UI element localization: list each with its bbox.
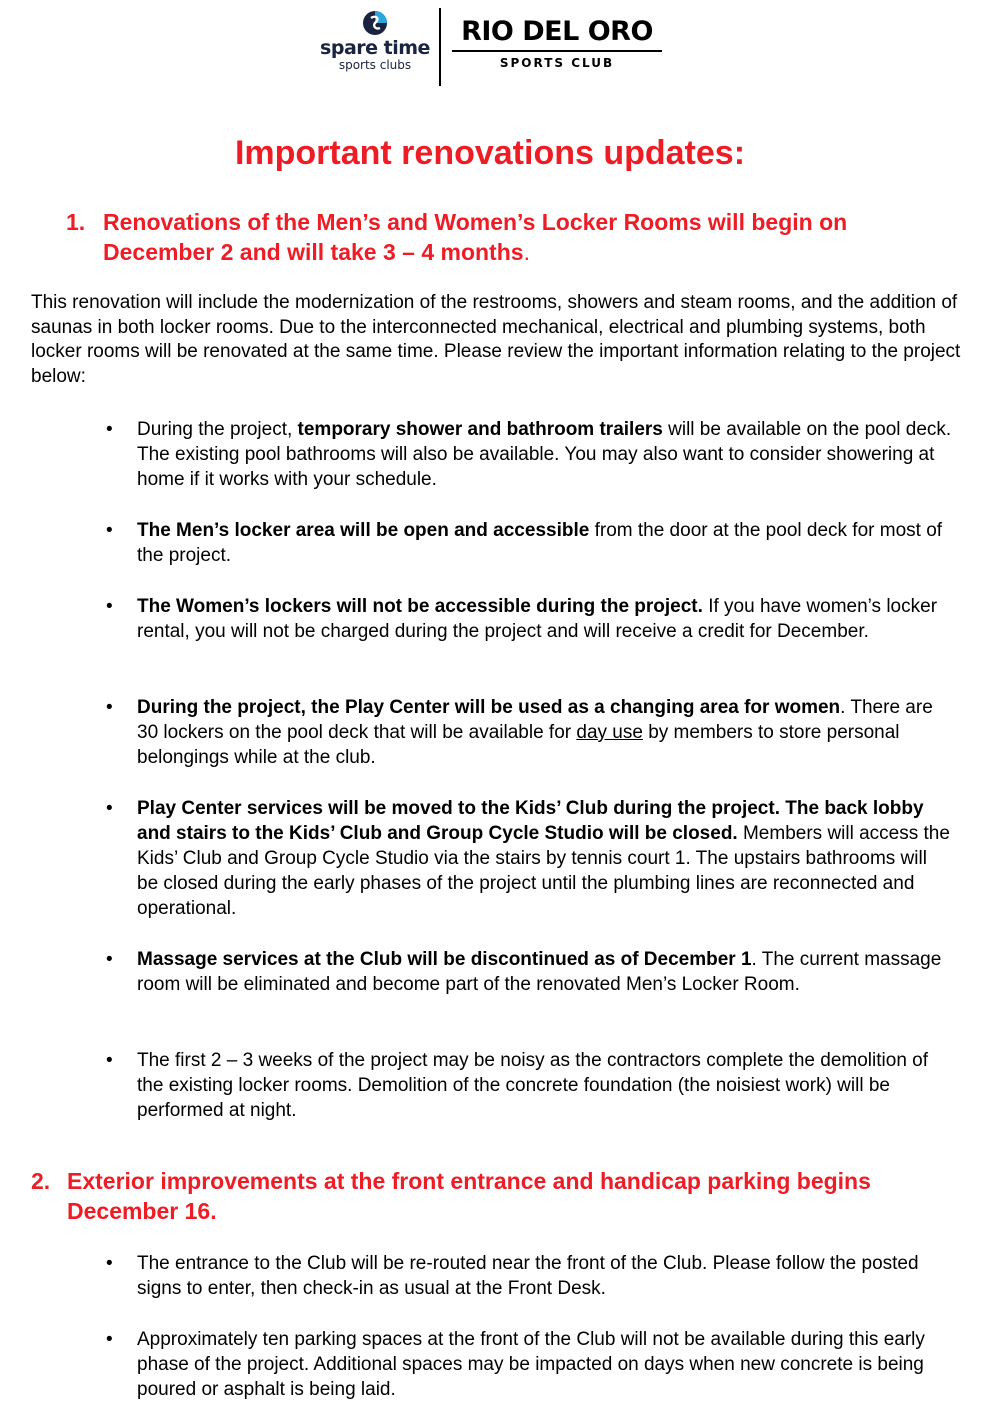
spare-time-subtitle: sports clubs	[338, 58, 412, 72]
page-title: Important renovations updates:	[234, 134, 746, 172]
section-1-intro: This renovation will include the modernization of the restrooms, showers and steam rooms, and the addition of saunas in both locker rooms. Due to the interconnected mechanical, electrical and plumbing systems, both locker rooms will be renovated at the same time. Please review the important information relating to the project below:	[31, 292, 961, 387]
section-2-heading	[31, 1166, 931, 1226]
logo-divider	[439, 8, 441, 86]
bullet-icon: •	[106, 697, 113, 718]
header-logos	[0, 0, 1000, 100]
section-2-number: 2.	[31, 1168, 51, 1194]
section-1-heading-text: Renovations of the Men’s and Women’s Locker Rooms will begin on December 2 and will take 3 – 4 months	[103, 209, 848, 265]
spare-time-mark-icon	[362, 10, 388, 36]
bullet-icon: •	[106, 1050, 113, 1071]
section-1-heading-end: .	[523, 239, 530, 265]
bullet-icon: •	[106, 949, 113, 970]
bullet-icon: •	[106, 1253, 113, 1274]
club-subtitle: SPORTS CLUB	[499, 56, 615, 70]
bullet-icon: •	[106, 419, 113, 440]
spare-time-logo	[320, 10, 430, 90]
section-2-heading-text: Exterior improvements at the front entrance and handicap parking begins December 16.	[67, 1168, 871, 1224]
bullet-icon: •	[106, 520, 113, 541]
bullet-icon: •	[106, 596, 113, 617]
bullet-icon: •	[106, 1329, 113, 1350]
section-1-heading	[66, 207, 946, 267]
rio-del-oro-logo	[452, 16, 662, 70]
bullet-icon: •	[106, 798, 113, 819]
document-page: spare time sports clubs RIO DEL ORO SPORTS CLUB Important renovations updates: 1. Renovations of the Men’s and Women’s Locker Rooms will begin on December 2 and will take 3 – 4 months. This renovation will include the modernization of the restrooms, showers and steam rooms, and the addition of saunas in both locker rooms. Due to the interconnected mechanical, electrical and plumbing systems, both locker rooms will be renovated at the same time. Please review the important information relating to the project below: • During the project, temporary shower and bathroom trailers will be available on the pool deck. The existing pool bathrooms will also be available. You may also want to consider showering at home if it works with your schedule. • The Men’s locker area will be open and accessible from the door at the pool deck for most of the project. • The Women’s lockers will not be accessible during the project. If you have women’s locker rental, you will not be charged during the project and will receive a credit for December. • During the project, the Play Center will be used as a changing area for women. There are 30 lockers on the pool deck that will be available for day use by members to store personal belongings while at the club. • Play Center services will be moved to the Kids’ Club during the project. The back lobby and stairs to the Kids’ Club and Group Cycle Studio will be closed. Members will access the Kids’ Club and Group Cycle Studio via the stairs by tennis court 1. The upstairs bathrooms will be closed during the early phases of the project until the plumbing lines are reconnected and operational. • Massage services at the Club will be discontinued as of December 1. The current massage room will be eliminated and become part of the renovated Men’s Locker Room. • The first 2 – 3 weeks of the project may be noisy as the contractors complete the demolition of the existing locker rooms. Demolition of the concrete foundation (the noisiest work) will be performed at night. 2. Exterior improvements at the front entrance and handicap parking begins December 16. • The entrance to the Club will be re-routed near the front of the Club. Please follow the posted signs to enter, then check-in as usual at the Front Desk. • Approximately ten parking spaces at the front of the Club will not be available during this early phase of the project. Additional spaces may be impacted on days when new concrete is being poured or asphalt is being laid.	[0, 0, 1000, 1409]
section-1-number: 1.	[66, 209, 86, 235]
club-name: RIO DEL ORO	[461, 16, 653, 47]
spare-time-name: spare time	[320, 37, 430, 59]
club-name-rule	[452, 50, 662, 52]
